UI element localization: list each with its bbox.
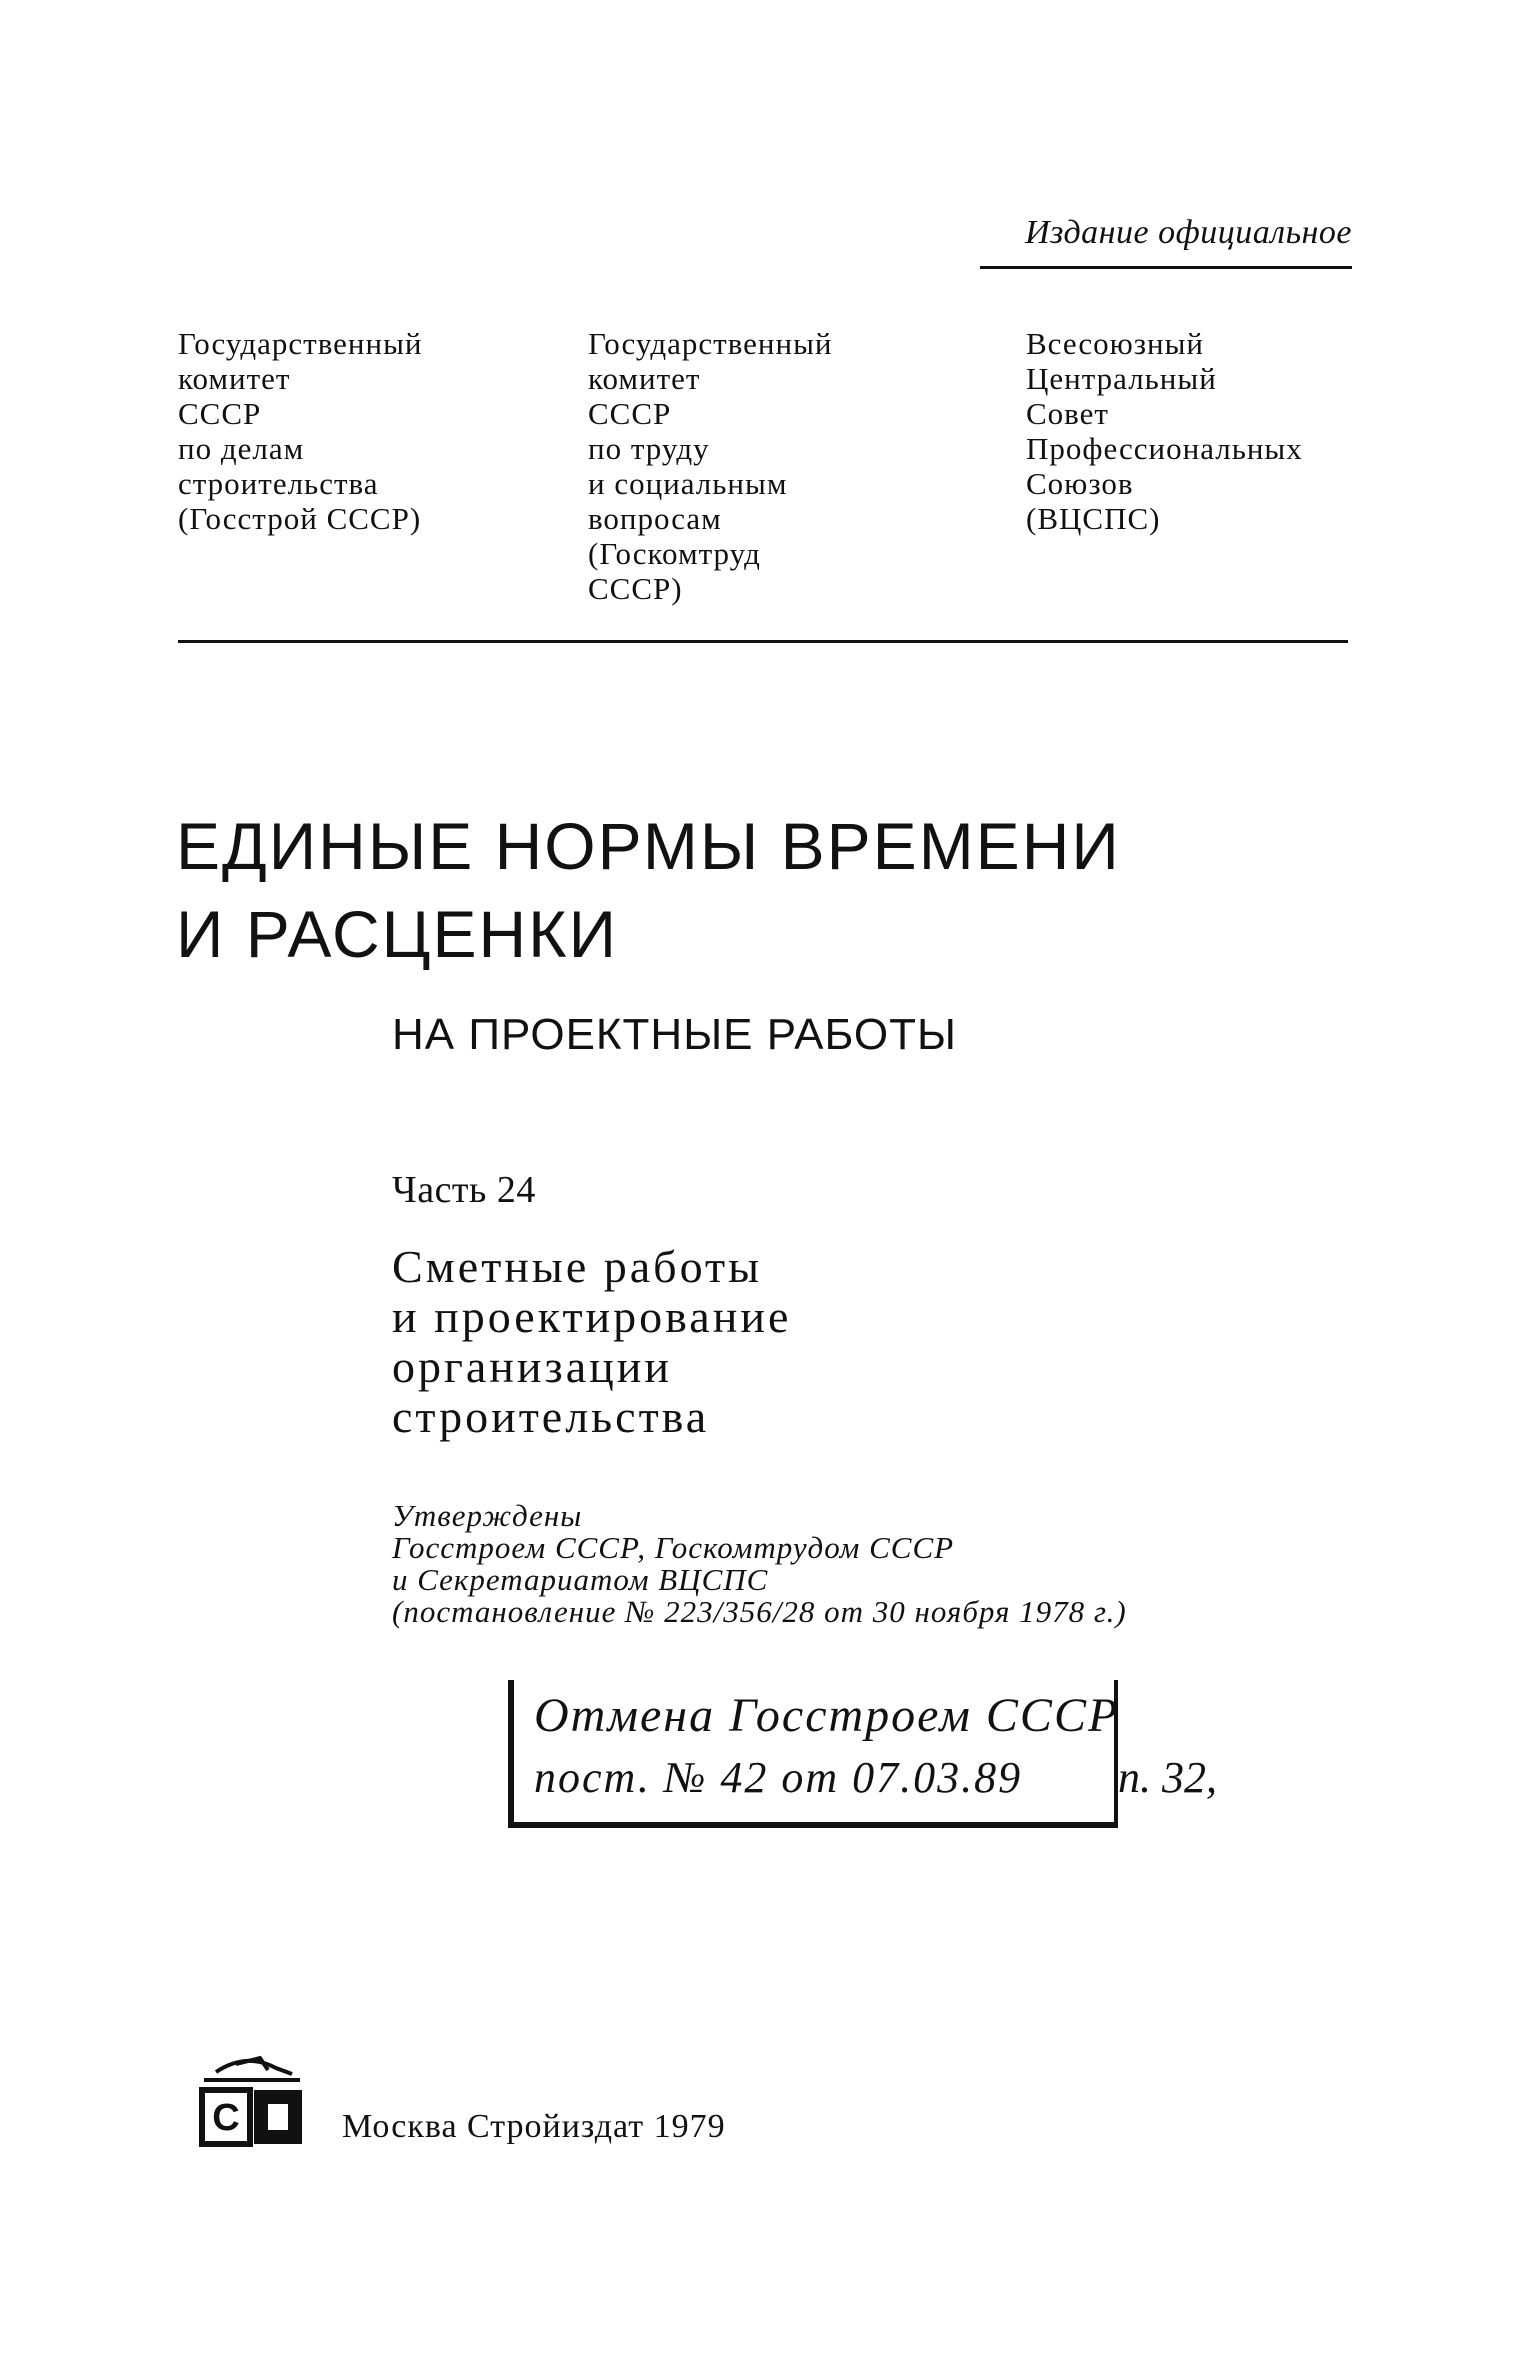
- org-line: Государственный: [178, 326, 423, 361]
- org-line: (Госкомтруд: [588, 536, 761, 571]
- org-line: по делам: [178, 431, 305, 466]
- document-title-line2: И РАСЦЕНКИ: [176, 897, 619, 971]
- part-topic: [392, 1242, 791, 1442]
- org-line: и социальным: [588, 466, 788, 501]
- edition-underline: [980, 266, 1352, 269]
- stamp-handwritten-note: п. 32,: [1118, 1753, 1217, 1802]
- org-line: Всесоюзный: [1026, 326, 1205, 361]
- org-line: комитет: [588, 361, 701, 396]
- document-title-line1: ЕДИНЫЕ НОРМЫ ВРЕМЕНИ: [176, 809, 1121, 883]
- org-line: вопросам: [588, 501, 722, 536]
- part-number: Часть 24: [392, 1169, 536, 1211]
- stamp-line1: Отмена Госстроем СССР: [534, 1689, 1120, 1742]
- stroyizdat-logo-icon: [196, 2044, 308, 2154]
- stamp-line2: пост. № 42 от 07.03.89: [534, 1753, 1023, 1802]
- logo-letter: С: [212, 2097, 240, 2139]
- org-line: Совет: [1026, 396, 1109, 431]
- organization-gosstroy: [178, 326, 423, 536]
- header-divider: [178, 640, 1348, 643]
- publisher-imprint: Москва Стройиздат 1979: [342, 2108, 726, 2145]
- organization-goskomtrud: [588, 326, 833, 606]
- approval-line: и Секретариатом ВЦСПС: [392, 1562, 769, 1597]
- edition-label: Издание официальное: [1025, 214, 1352, 251]
- approval-note: [392, 1500, 1127, 1628]
- org-line: комитет: [178, 361, 291, 396]
- org-line: Центральный: [1026, 361, 1217, 396]
- topic-line: Сметные работы: [392, 1241, 762, 1292]
- topic-line: строительства: [392, 1391, 710, 1442]
- org-line: Союзов: [1026, 466, 1134, 501]
- org-line: (ВЦСПС): [1026, 501, 1161, 536]
- topic-line: и проектирование: [392, 1291, 792, 1342]
- approval-line: Утверждены: [392, 1498, 583, 1533]
- org-line: Профессиональных: [1026, 431, 1303, 466]
- approval-line: Госстроем СССР, Госкомтрудом СССР: [392, 1530, 955, 1565]
- org-line: СССР): [588, 571, 683, 606]
- org-line: СССР: [588, 396, 672, 431]
- org-line: Государственный: [588, 326, 833, 361]
- org-line: СССР: [178, 396, 262, 431]
- org-line: по труду: [588, 431, 710, 466]
- cancellation-stamp: [508, 1680, 1118, 1828]
- document-subtitle: НА ПРОЕКТНЫЕ РАБОТЫ: [392, 1010, 957, 1059]
- org-line: строительства: [178, 466, 379, 501]
- approval-line: (постановление № 223/356/28 от 30 ноября 1978 г.): [392, 1594, 1127, 1629]
- topic-line: организации: [392, 1341, 672, 1392]
- org-line: (Госстрой СССР): [178, 501, 422, 536]
- organization-vtssps: [1026, 326, 1303, 536]
